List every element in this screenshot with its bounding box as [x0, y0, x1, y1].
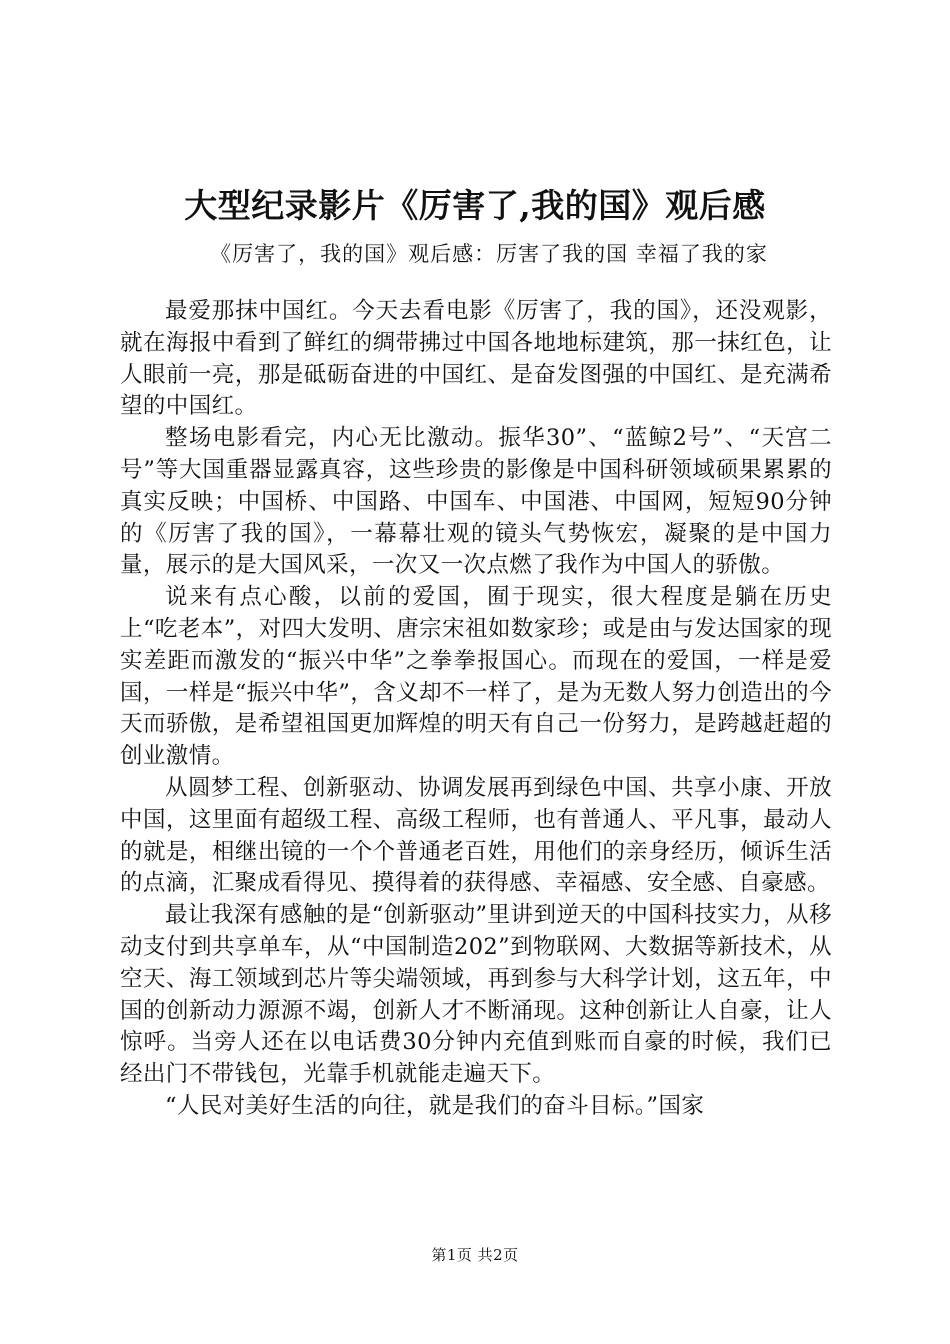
body-text: [120, 296, 832, 1123]
paragraph: 说来有点心酸，以前的爱国，囿于现实，很大程度是躺在历史上“吃老本”，对四大发明、唐宗宋祖如数家珍；或是由与发达国家的现实差距而激发的“振兴中华”之拳拳报国心。而现在的爱国，一样是爱国，一样是“振兴中华”，含义却不一样了，是为无数人努力创造出的今天而骄傲，是希望祖国更加辉煌的明天有自己一份努力，是跨越赶超的创业激情。: [120, 584, 832, 770]
paragraph: 从圆梦工程、创新驱动、协调发展再到绿色中国、共享小康、开放中国，这里面有超级工程、高级工程师，也有普通人、平凡事，最动人的就是，相继出镜的一个个普通老百姓，用他们的亲身经历，倾诉生活的点滴，汇聚成看得见、摸得着的获得感、幸福感、安全感、自豪感。: [120, 774, 832, 897]
page-footer: 第1页 共2页: [431, 1246, 519, 1264]
document-title: 大型纪录影片《厉害了,我的国》观后感: [184, 186, 766, 225]
paragraph: 最让我深有感触的是“创新驱动”里讲到逆天的中国科技实力，从移动支付到共享单车，从“中国制造202”到物联网、大数据等新技术，从空天、海工领域到芯片等尖端领域，再到参与大科学计划，这五年，中国的创新动力源源不竭，创新人才不断涌现。这种创新让人自豪，让人惊呼。当旁人还在以电话费30分钟内充值到账而自豪的时候，我们已经出门不带钱包，光靠手机就能走遍天下。: [120, 902, 832, 1088]
paragraph: “人民对美好生活的向往，就是我们的奋斗目标。”国家: [165, 1092, 705, 1119]
paragraph: 整场电影看完，内心无比激动。振华30”、“蓝鲸2号”、“天宫二号”等大国重器显露真容，这些珍贵的影像是中国科研领域硕果累累的真实反映；中国桥、中国路、中国车、中国港、中国网，短短90分钟的《厉害了我的国》，一幕幕壮观的镜头气势恢宏，凝聚的是中国力量，展示的是大国风采，一次又一次点燃了我作为中国人的骄傲。: [120, 425, 832, 579]
document-subtitle: 《厉害了，我的国》观后感：厉害了我的国 幸福了我的家: [210, 242, 768, 266]
paragraph: 最爱那抹中国红。今天去看电影《厉害了，我的国》，还没观影，就在海报中看到了鲜红的绸带拂过中国各地地标建筑，那一抹红色，让人眼前一亮，那是砥砺奋进的中国红、是奋发图强的中国红、是充满希望的中国红。: [120, 298, 832, 420]
